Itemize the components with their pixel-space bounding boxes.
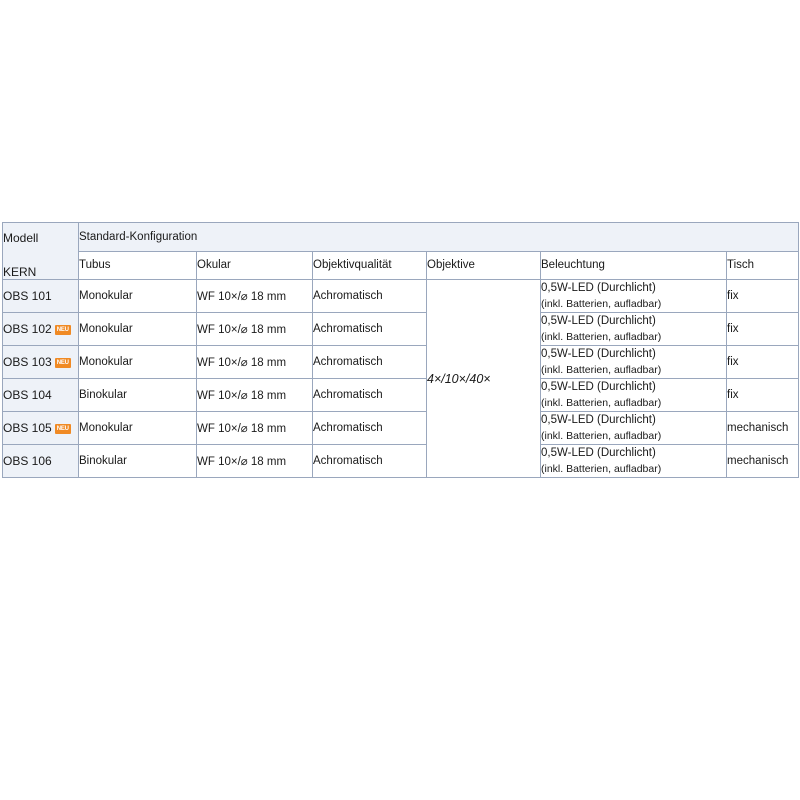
model-label: OBS 105 (3, 421, 52, 435)
cell-model (3, 346, 79, 379)
cell-okular: WF 10×/⌀ 18 mm (197, 379, 313, 412)
beleuchtung-line-1: 0,5W-LED (Durchlicht) (541, 414, 656, 427)
header-cell-0: Tubus (79, 251, 197, 280)
header-cell-4: Beleuchtung (541, 251, 727, 280)
cell-tubus: Monokular (79, 346, 197, 379)
cell-model (3, 445, 79, 478)
beleuchtung-line-2: (inkl. Batterien, aufladbar) (541, 462, 662, 475)
beleuchtung-line-1: 0,5W-LED (Durchlicht) (541, 447, 656, 460)
cell-tisch: fix (727, 280, 799, 313)
beleuchtung-line-2: (inkl. Batterien, aufladbar) (541, 429, 662, 442)
cell-tubus: Binokular (79, 379, 197, 412)
beleuchtung-line-2: (inkl. Batterien, aufladbar) (541, 363, 662, 376)
new-badge: NEU (56, 359, 69, 366)
header-cell-standard-konfiguration: Standard-Konfiguration (79, 223, 799, 252)
header-cell-model (3, 223, 79, 280)
header-cell-5: Tisch (727, 251, 799, 280)
table-row (3, 346, 799, 379)
table-row (3, 313, 799, 346)
cell-okular: WF 10×/⌀ 18 mm (197, 445, 313, 478)
cell-tubus: Binokular (79, 445, 197, 478)
table-row (3, 379, 799, 412)
table-header-row-group (3, 223, 799, 252)
header-brand-label: KERN (3, 265, 37, 279)
table-row (3, 445, 799, 478)
cell-model (3, 379, 79, 412)
cell-okular: WF 10×/⌀ 18 mm (197, 280, 313, 313)
cell-objektive: 4×/10×/40× (427, 280, 541, 478)
cell-tisch: fix (727, 313, 799, 346)
table-row (3, 280, 799, 313)
cell-okular: WF 10×/⌀ 18 mm (197, 346, 313, 379)
cell-okular: WF 10×/⌀ 18 mm (197, 412, 313, 445)
header-cell-1: Okular (197, 251, 313, 280)
cell-model (3, 280, 79, 313)
beleuchtung-line-1: 0,5W-LED (Durchlicht) (541, 315, 656, 328)
cell-tisch: mechanisch (727, 445, 799, 478)
beleuchtung-line-2: (inkl. Batterien, aufladbar) (541, 297, 662, 310)
specification-table (2, 222, 799, 478)
cell-tubus: Monokular (79, 313, 197, 346)
cell-model (3, 313, 79, 346)
cell-objektivqualitaet: Achromatisch (313, 346, 427, 379)
beleuchtung-line-1: 0,5W-LED (Durchlicht) (541, 381, 656, 394)
cell-model (3, 412, 79, 445)
table-header-row-columns (3, 251, 799, 280)
cell-objektivqualitaet: Achromatisch (313, 412, 427, 445)
cell-tisch: mechanisch (727, 412, 799, 445)
cell-beleuchtung (541, 346, 727, 379)
model-label: OBS 101 (3, 289, 52, 303)
spec-table-container (2, 222, 798, 478)
cell-okular: WF 10×/⌀ 18 mm (197, 313, 313, 346)
model-label: OBS 103 (3, 355, 52, 369)
cell-objektivqualitaet: Achromatisch (313, 313, 427, 346)
header-cell-3: Objektive (427, 251, 541, 280)
beleuchtung-line-2: (inkl. Batterien, aufladbar) (541, 330, 662, 343)
model-label: OBS 102 (3, 322, 52, 336)
beleuchtung-line-2: (inkl. Batterien, aufladbar) (541, 396, 662, 409)
cell-tisch: fix (727, 379, 799, 412)
cell-beleuchtung (541, 280, 727, 313)
cell-beleuchtung (541, 412, 727, 445)
header-model-label: Modell (3, 231, 39, 245)
cell-beleuchtung (541, 445, 727, 478)
cell-tisch: fix (727, 346, 799, 379)
cell-tubus: Monokular (79, 280, 197, 313)
cell-objektivqualitaet: Achromatisch (313, 445, 427, 478)
header-cell-2: Objektivqualität (313, 251, 427, 280)
cell-objektivqualitaet: Achromatisch (313, 280, 427, 313)
new-badge: NEU (56, 326, 69, 333)
new-badge: NEU (56, 425, 69, 432)
cell-beleuchtung (541, 313, 727, 346)
cell-tubus: Monokular (79, 412, 197, 445)
model-label: OBS 106 (3, 454, 52, 468)
table-row (3, 412, 799, 445)
beleuchtung-line-1: 0,5W-LED (Durchlicht) (541, 348, 656, 361)
model-label: OBS 104 (3, 388, 52, 402)
cell-beleuchtung (541, 379, 727, 412)
beleuchtung-line-1: 0,5W-LED (Durchlicht) (541, 282, 656, 295)
cell-objektivqualitaet: Achromatisch (313, 379, 427, 412)
